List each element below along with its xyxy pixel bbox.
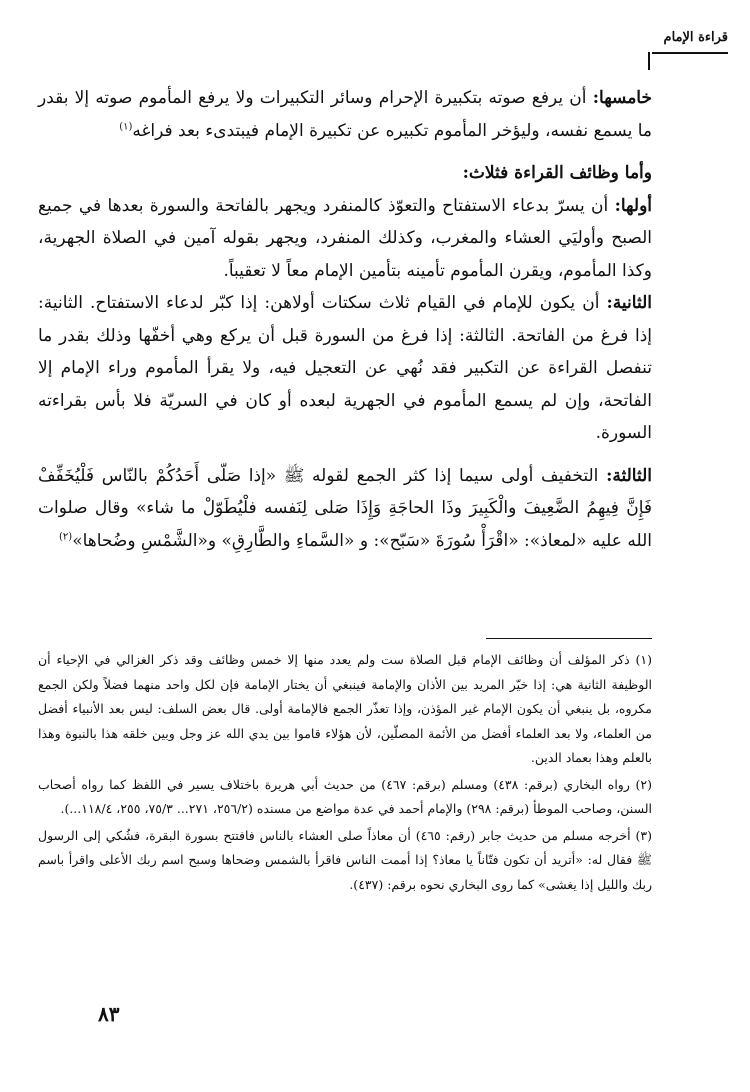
running-head: قراءة الإمام (663, 30, 728, 45)
paragraph-text: أن يكون للإمام في القيام ثلاث سكتات أولاهن: إذا كبّر لدعاء الاستفتاح. الثانية: إذا فرغ من الفاتحة. الثالثة: إذا فرغ من السورة قبل أن يركع وهي أخفّها وذلك بقدر ما تنفصل القراءة عن التكبير فقد نُهي عن التعجيل فيه، ولا يقرأ المأموم وراء الإمام إلا الفاتحة، وإن لم يسمع المأموم في الجهرية لبعده أو كان في السريّة فلا بأس بقراءته السورة. (38, 293, 652, 443)
paragraph-fifth (38, 82, 652, 147)
footnote-separator (486, 638, 652, 639)
paragraph-text: أن يرفع صوته بتكبيرة الإحرام وسائر التكبيرات ولا يرفع المأموم صوته إلا بقدر ما يسمع نفسه، وليؤخر المأموم تكبيره عن تكبيرة الإمام فيبتدىء بعد فراغه (38, 88, 652, 141)
paragraph-first (38, 190, 652, 288)
paragraph-lead: الثالثة: (606, 465, 652, 486)
section-heading (38, 157, 652, 190)
section-heading-text: وأما وظائف القراءة فثلاث: (462, 163, 652, 183)
paragraph-lead: الثانية: (606, 293, 652, 313)
footnote-1: (١) ذكر المؤلف أن وظائف الإمام قبل الصلاة ست ولم يعدد منها إلا خمس وظائف وقد ذكر الغزالي في الإحياء أن الوظيفة الثانية هي: إذا خيّر المريد بين الأذان والإمامة فينبغي أن يختار الإمامة فإن لكل واحد منهما فضلاً ولكن الجمع مكروه، بل ينبغي أن يكون الإمام غير المؤذن، وإذا تعذّر الجمع فالإمامة أولى. قال بعض السلف: ليس بعد الأنبياء أفضل من العلماء، ولا بعد العلماء أفضل من الأئمة المصلّين، لأن هؤلاء قاموا بين يدي الله عز وجل وبين خلقه هذا بالنبوة وهذا بالعلم وهذا بعماد الدين. (38, 652, 652, 765)
footnote-ref: (٢) (59, 530, 73, 542)
footnote-ref: (١) (119, 120, 133, 132)
paragraph-second (38, 287, 652, 450)
footnotes (38, 648, 652, 899)
page-number: ٨٣ (98, 1002, 120, 1026)
paragraph-lead: خامسها: (592, 88, 652, 108)
paragraph-third (38, 460, 652, 558)
paragraph-text: أن يسرّ بدعاء الاستفتاح والتعوّذ كالمنفرد ويجهر بالفاتحة والسورة بعدها في جميع الصبح وأوليَي العشاء والمغرب، وكذلك المنفرد، ويجهر بقوله آمين في الصلاة الجهرية، وكذا المأموم، ويقرن المأموم تأمينه بتأمين الإمام معاً لا تعقيباً. (38, 195, 652, 281)
footnote-3: (٣) أخرجه مسلم من حديث جابر (رقم: ٤٦٥) أن معاذاً صلى العشاء بالناس فافتتح بسورة البقرة، فشُكي إلى الرسول ﷺ فقال له: «أتريد أن تكون فتّاناً يا معاذ؟ إذا أممت الناس فاقرأ بالشمس وضحاها وسبح اسم ربك الأعلى واقرأ باسم ربك والليل إذا يغشى» كما روى البخاري نحوه برقم: (٤٣٧). (38, 827, 653, 892)
running-head-side-rule (648, 52, 650, 70)
paragraph-text: التخفيف أولى سيما إذا كثر الجمع لقوله ﷺ «إذا صَلّى أَحَدُكُمْ بالنّاس فَلْيُخَفِّفْ فَإِنَّ فِيهِمُ الضَّعِيفَ والْكَبِيرَ وذَا الحاجَةِ وَإِذَا صَلى لِنَفسه فلْيُطَوّلْ ما شاء» وقال صلوات الله عليه «لمعاذ»: «اقْرَأْ سُورَةَ «سَبّح»: و «السَّماءِ والطَّارِقِ» و«الشَّمْسِ وضُحاها» (38, 465, 652, 551)
paragraph-lead: أولها: (614, 195, 652, 216)
running-head-rule (652, 52, 728, 54)
footnote-2: (٢) رواه البخاري (برقم: ٤٣٨) ومسلم (برقم: ٤٦٧) من حديث أبي هريرة باختلاف يسير في اللفظ كما رواه أصحاب السنن، وصاحب الموطأ (برقم: ٢٩٨) والإمام أحمد في عدة مواضع من مسنده (٢٥٦/٢، ٢٧١... ٧٥/٣، ٢٥٥، ١١٨/٤...). (38, 776, 652, 816)
main-text (38, 82, 652, 557)
